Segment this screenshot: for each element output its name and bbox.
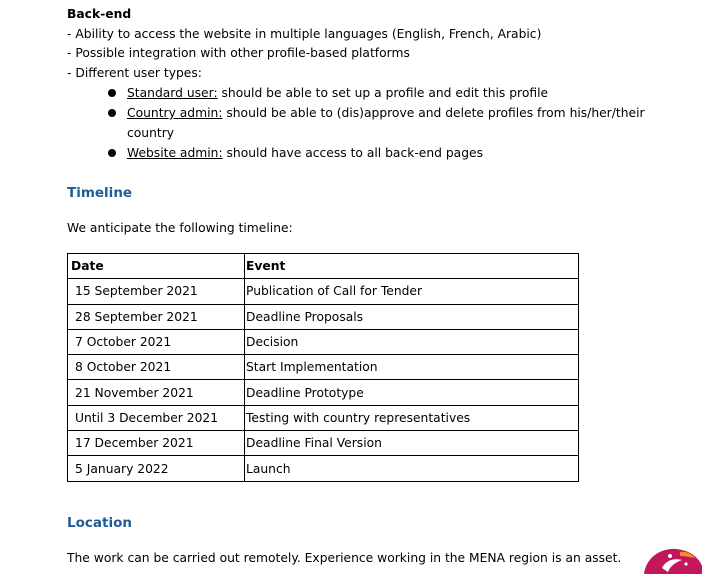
user-type-country-admin	[127, 103, 645, 123]
user-type-desc: should be able to (dis)approve and delete profiles from his/her/their	[222, 106, 645, 120]
user-type-desc-continued: country	[127, 126, 175, 140]
bullet-icon	[108, 149, 116, 157]
table-row	[68, 355, 579, 380]
event-cell: Launch	[245, 456, 579, 481]
bullet-icon	[108, 109, 116, 117]
event-cell: Testing with country representatives	[245, 405, 579, 430]
location-text: The work can be carried out remotely. Experience working in the MENA region is an asset.	[67, 551, 622, 565]
user-type-desc: should have access to all back-end pages	[222, 146, 483, 160]
user-type-label: Standard user:	[127, 86, 218, 100]
date-cell: 21 November 2021	[68, 380, 245, 405]
backend-item-languages: - Ability to access the website in multiple languages (English, French, Arabic)	[67, 27, 542, 41]
timeline-heading: Timeline	[67, 185, 133, 201]
table-row	[68, 329, 579, 354]
table-header-row	[68, 254, 579, 279]
column-header-date: Date	[68, 254, 245, 279]
user-type-standard	[127, 83, 548, 103]
table-row	[68, 304, 579, 329]
backend-item-integration: - Possible integration with other profile-based platforms	[67, 46, 410, 60]
date-cell: 17 December 2021	[68, 431, 245, 456]
organization-logo-icon	[640, 546, 704, 574]
date-cell: 8 October 2021	[68, 355, 245, 380]
date-cell: 5 January 2022	[68, 456, 245, 481]
bullet-icon	[108, 89, 116, 97]
user-type-desc: should be able to set up a profile and edit this profile	[217, 86, 549, 100]
backend-title: Back-end	[67, 7, 132, 21]
date-cell: 15 September 2021	[68, 279, 245, 304]
table-row	[68, 405, 579, 430]
event-cell: Start Implementation	[245, 355, 579, 380]
table-row	[68, 431, 579, 456]
user-type-label: Website admin:	[127, 146, 223, 160]
date-cell: 28 September 2021	[68, 304, 245, 329]
table-row	[68, 380, 579, 405]
timeline-intro: We anticipate the following timeline:	[67, 221, 293, 235]
event-cell: Deadline Proposals	[245, 304, 579, 329]
table-row	[68, 279, 579, 304]
date-cell: Until 3 December 2021	[68, 405, 245, 430]
location-heading: Location	[67, 515, 132, 531]
event-cell: Decision	[245, 329, 579, 354]
date-cell: 7 October 2021	[68, 329, 245, 354]
event-cell: Deadline Final Version	[245, 431, 579, 456]
user-type-website-admin	[127, 143, 483, 163]
timeline-table	[67, 253, 579, 482]
event-cell: Deadline Prototype	[245, 380, 579, 405]
event-cell: Publication of Call for Tender	[245, 279, 579, 304]
table-row	[68, 456, 579, 481]
column-header-event: Event	[245, 254, 579, 279]
backend-item-user-types: - Different user types:	[67, 66, 202, 80]
user-type-label: Country admin:	[127, 106, 223, 120]
